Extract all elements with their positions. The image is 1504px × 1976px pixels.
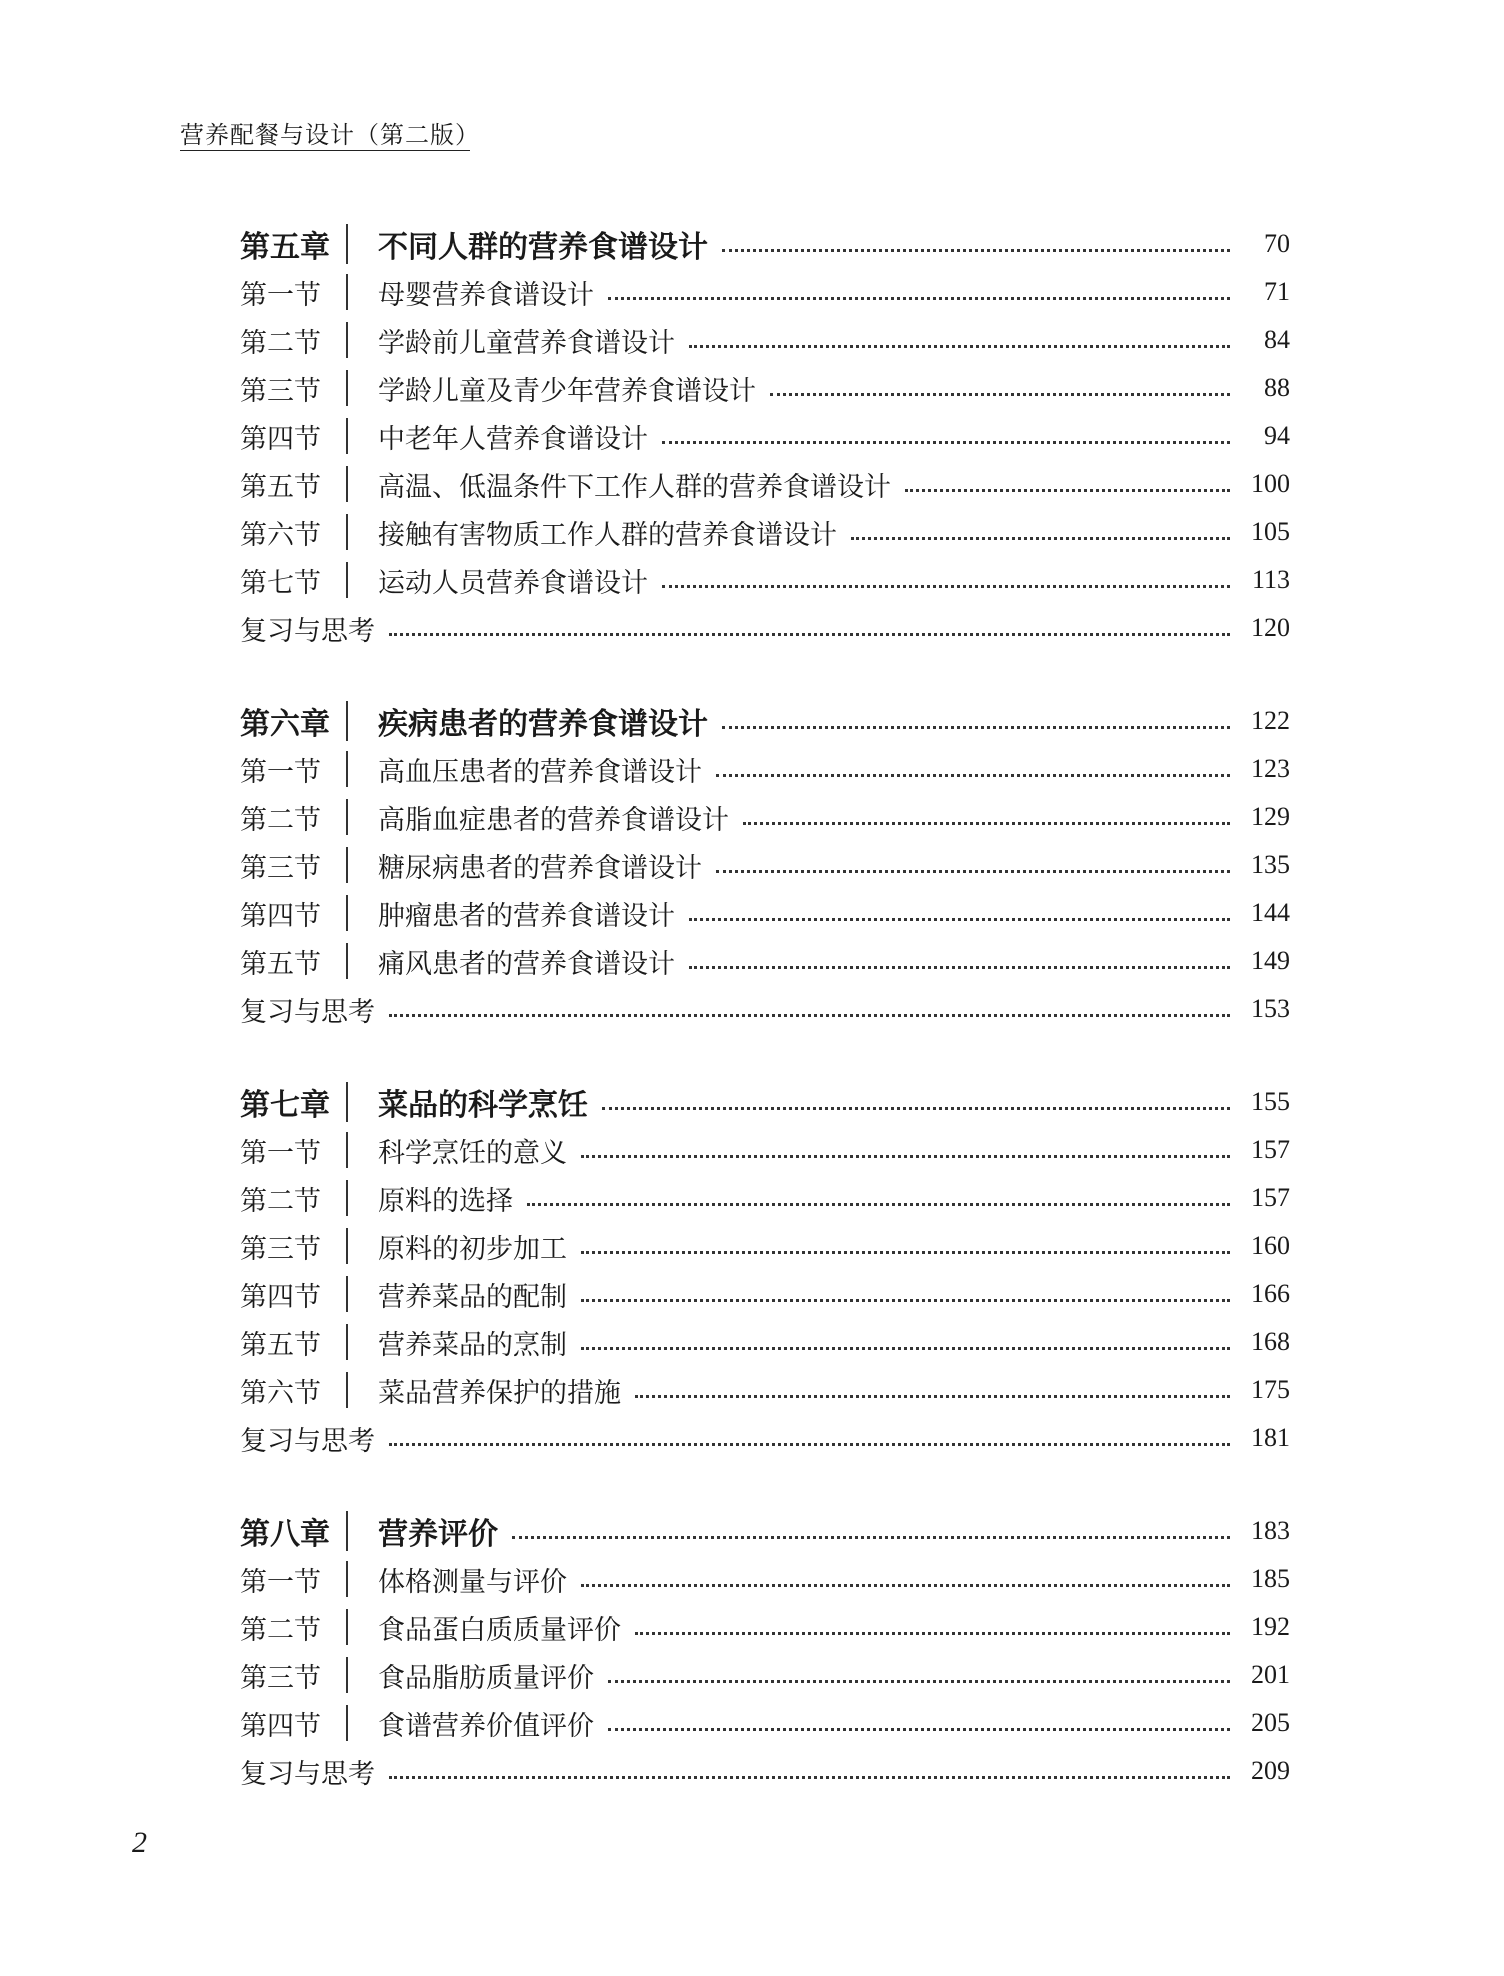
- toc-section-entry[interactable]: [240, 889, 1290, 937]
- toc-section-label: 第二节: [240, 804, 321, 836]
- toc-vertical-separator: [346, 466, 348, 502]
- toc-chapter-title: 营养评价: [378, 1517, 498, 1552]
- toc-vertical-separator: [346, 224, 348, 264]
- dot-leader: [602, 1107, 1230, 1110]
- toc-chapter-label: 第七章: [240, 1088, 330, 1123]
- toc-section-label: 第三节: [240, 375, 321, 407]
- toc-chapter-entry[interactable]: [240, 1078, 1290, 1126]
- toc-section-title: 高温、低温条件下工作人群的营养食谱设计: [378, 471, 891, 503]
- dot-leader: [905, 489, 1230, 492]
- toc-review-title: 复习与思考: [240, 996, 375, 1028]
- toc-section-title: 营养菜品的配制: [378, 1281, 567, 1313]
- toc-section-label: 第五节: [240, 1329, 321, 1361]
- toc-section-entry[interactable]: [240, 556, 1290, 604]
- toc-section-title: 学龄前儿童营养食谱设计: [378, 327, 675, 359]
- toc-section-title: 痛风患者的营养食谱设计: [378, 948, 675, 980]
- toc-vertical-separator: [346, 1705, 348, 1741]
- toc-page-number: 185: [1251, 1564, 1290, 1593]
- toc-vertical-separator: [346, 1276, 348, 1312]
- toc-page-number: 157: [1251, 1183, 1290, 1212]
- toc-section-title: 菜品营养保护的措施: [378, 1377, 621, 1409]
- toc-section-entry[interactable]: [240, 1126, 1290, 1174]
- toc-section-title: 营养菜品的烹制: [378, 1329, 567, 1361]
- toc-chapter-title: 菜品的科学烹饪: [378, 1088, 588, 1123]
- dot-leader: [389, 1776, 1230, 1779]
- toc-section-label: 第六节: [240, 1377, 321, 1409]
- toc-section-title: 中老年人营养食谱设计: [378, 423, 648, 455]
- dot-leader: [722, 249, 1230, 252]
- dot-leader: [581, 1347, 1230, 1350]
- toc-section-title: 运动人员营养食谱设计: [378, 567, 648, 599]
- running-head-rule: [180, 150, 470, 151]
- toc-section-label: 第一节: [240, 1137, 321, 1169]
- toc-section-entry[interactable]: [240, 841, 1290, 889]
- toc-section-entry[interactable]: [240, 364, 1290, 412]
- dot-leader: [722, 726, 1230, 729]
- toc-vertical-separator: [346, 943, 348, 979]
- toc-section-title: 高血压患者的营养食谱设计: [378, 756, 702, 788]
- toc-vertical-separator: [346, 751, 348, 787]
- toc-section-title: 肿瘤患者的营养食谱设计: [378, 900, 675, 932]
- toc-vertical-separator: [346, 1657, 348, 1693]
- toc-page-number: 113: [1251, 565, 1290, 594]
- toc-page-number: 209: [1251, 1756, 1290, 1785]
- toc-section-entry[interactable]: [240, 316, 1290, 364]
- toc-section-title: 食谱营养价值评价: [378, 1710, 594, 1742]
- toc-section-label: 第三节: [240, 1233, 321, 1265]
- toc-page-number: 160: [1251, 1231, 1290, 1260]
- toc-vertical-separator: [346, 418, 348, 454]
- toc-section-title: 母婴营养食谱设计: [378, 279, 594, 311]
- toc-chapter-entry[interactable]: [240, 697, 1290, 745]
- dot-leader: [389, 633, 1230, 636]
- toc-section-label: 第四节: [240, 1710, 321, 1742]
- toc-section-label: 第二节: [240, 327, 321, 359]
- dot-leader: [635, 1632, 1230, 1635]
- toc-vertical-separator: [346, 1511, 348, 1551]
- toc-chapter-label: 第八章: [240, 1517, 330, 1552]
- toc-review-entry[interactable]: [240, 985, 1290, 1033]
- toc-section-entry[interactable]: [240, 1555, 1290, 1603]
- toc-review-entry[interactable]: [240, 1747, 1290, 1795]
- toc-vertical-separator: [346, 1082, 348, 1122]
- toc-section-entry[interactable]: [240, 1699, 1290, 1747]
- chapter-block: [240, 1078, 1290, 1462]
- dot-leader: [608, 297, 1230, 300]
- toc-vertical-separator: [346, 322, 348, 358]
- toc-page-number: 168: [1251, 1327, 1290, 1356]
- dot-leader: [389, 1443, 1230, 1446]
- toc-section-label: 第二节: [240, 1185, 321, 1217]
- toc-section-label: 第三节: [240, 1662, 321, 1694]
- toc-review-title: 复习与思考: [240, 1425, 375, 1457]
- toc-page-number: 94: [1264, 421, 1290, 450]
- dot-leader: [689, 918, 1230, 921]
- toc-section-label: 第一节: [240, 756, 321, 788]
- toc-page-number: 88: [1264, 373, 1290, 402]
- toc-vertical-separator: [346, 1228, 348, 1264]
- dot-leader: [581, 1584, 1230, 1587]
- dot-leader: [716, 774, 1230, 777]
- toc-section-label: 第二节: [240, 1614, 321, 1646]
- toc-section-label: 第三节: [240, 852, 321, 884]
- chapter-block: [240, 1507, 1290, 1795]
- toc-page-number: 181: [1251, 1423, 1290, 1452]
- toc-page-number: 123: [1251, 754, 1290, 783]
- toc-chapter-title: 不同人群的营养食谱设计: [378, 230, 708, 265]
- toc-review-title: 复习与思考: [240, 615, 375, 647]
- toc-review-title: 复习与思考: [240, 1758, 375, 1790]
- toc-section-label: 第五节: [240, 471, 321, 503]
- table-of-contents: [240, 220, 1290, 1840]
- toc-section-entry[interactable]: [240, 745, 1290, 793]
- toc-vertical-separator: [346, 1609, 348, 1645]
- running-head: 营养配餐与设计（第二版）: [180, 121, 480, 149]
- toc-vertical-separator: [346, 514, 348, 550]
- toc-page-number: 201: [1251, 1660, 1290, 1689]
- toc-vertical-separator: [346, 701, 348, 741]
- toc-section-entry[interactable]: [240, 1270, 1290, 1318]
- toc-page-number: 120: [1251, 613, 1290, 642]
- dot-leader: [689, 345, 1230, 348]
- toc-section-title: 科学烹饪的意义: [378, 1137, 567, 1169]
- toc-section-entry[interactable]: [240, 1366, 1290, 1414]
- toc-section-title: 食品蛋白质质量评价: [378, 1614, 621, 1646]
- toc-section-label: 第七节: [240, 567, 321, 599]
- toc-section-title: 学龄儿童及青少年营养食谱设计: [378, 375, 756, 407]
- toc-vertical-separator: [346, 1561, 348, 1597]
- dot-leader: [608, 1728, 1230, 1731]
- dot-leader: [716, 870, 1230, 873]
- page-number: 2: [132, 1826, 147, 1859]
- toc-page-number: 100: [1251, 469, 1290, 498]
- toc-page-number: 205: [1251, 1708, 1290, 1737]
- dot-leader: [581, 1299, 1230, 1302]
- toc-page-number: 153: [1251, 994, 1290, 1023]
- toc-page-number: 183: [1251, 1516, 1290, 1545]
- dot-leader: [662, 441, 1230, 444]
- toc-section-entry[interactable]: [240, 793, 1290, 841]
- toc-section-entry[interactable]: [240, 937, 1290, 985]
- toc-section-label: 第四节: [240, 423, 321, 455]
- dot-leader: [635, 1395, 1230, 1398]
- toc-section-entry[interactable]: [240, 1651, 1290, 1699]
- toc-page-number: 192: [1251, 1612, 1290, 1641]
- toc-page-number: 122: [1251, 706, 1290, 735]
- toc-section-entry[interactable]: [240, 268, 1290, 316]
- dot-leader: [851, 537, 1230, 540]
- toc-vertical-separator: [346, 1324, 348, 1360]
- dot-leader: [527, 1203, 1230, 1206]
- toc-page-number: 71: [1264, 277, 1290, 306]
- toc-section-label: 第五节: [240, 948, 321, 980]
- toc-review-entry[interactable]: [240, 604, 1290, 652]
- dot-leader: [608, 1680, 1230, 1683]
- toc-vertical-separator: [346, 370, 348, 406]
- dot-leader: [581, 1155, 1230, 1158]
- toc-section-entry[interactable]: [240, 412, 1290, 460]
- toc-section-title: 糖尿病患者的营养食谱设计: [378, 852, 702, 884]
- toc-page-number: 129: [1251, 802, 1290, 831]
- toc-chapter-entry[interactable]: [240, 1507, 1290, 1555]
- dot-leader: [581, 1251, 1230, 1254]
- toc-vertical-separator: [346, 895, 348, 931]
- toc-section-label: 第六节: [240, 519, 321, 551]
- toc-section-title: 原料的选择: [378, 1185, 513, 1217]
- toc-page-number: 70: [1264, 229, 1290, 258]
- dot-leader: [389, 1014, 1230, 1017]
- toc-vertical-separator: [346, 1132, 348, 1168]
- toc-section-entry[interactable]: [240, 1603, 1290, 1651]
- toc-section-label: 第一节: [240, 279, 321, 311]
- toc-section-label: 第四节: [240, 1281, 321, 1313]
- toc-chapter-title: 疾病患者的营养食谱设计: [378, 707, 708, 742]
- toc-page-number: 155: [1251, 1087, 1290, 1116]
- toc-section-title: 高脂血症患者的营养食谱设计: [378, 804, 729, 836]
- toc-page-number: 157: [1251, 1135, 1290, 1164]
- toc-chapter-label: 第六章: [240, 707, 330, 742]
- toc-chapter-entry[interactable]: [240, 220, 1290, 268]
- toc-review-entry[interactable]: [240, 1414, 1290, 1462]
- toc-section-label: 第一节: [240, 1566, 321, 1598]
- toc-page-number: 149: [1251, 946, 1290, 975]
- toc-page-number: 144: [1251, 898, 1290, 927]
- toc-section-entry[interactable]: [240, 1222, 1290, 1270]
- chapter-block: [240, 220, 1290, 652]
- dot-leader: [662, 585, 1230, 588]
- dot-leader: [743, 822, 1230, 825]
- dot-leader: [770, 393, 1230, 396]
- toc-chapter-label: 第五章: [240, 230, 330, 265]
- toc-page-number: 175: [1251, 1375, 1290, 1404]
- toc-section-title: 原料的初步加工: [378, 1233, 567, 1265]
- toc-page-number: 84: [1264, 325, 1290, 354]
- toc-vertical-separator: [346, 1372, 348, 1408]
- toc-vertical-separator: [346, 274, 348, 310]
- toc-section-title: 体格测量与评价: [378, 1566, 567, 1598]
- toc-section-entry[interactable]: [240, 460, 1290, 508]
- toc-section-title: 接触有害物质工作人群的营养食谱设计: [378, 519, 837, 551]
- toc-section-entry[interactable]: [240, 508, 1290, 556]
- dot-leader: [689, 966, 1230, 969]
- toc-vertical-separator: [346, 562, 348, 598]
- dot-leader: [512, 1536, 1230, 1539]
- chapter-block: [240, 697, 1290, 1033]
- toc-vertical-separator: [346, 1180, 348, 1216]
- toc-section-label: 第四节: [240, 900, 321, 932]
- toc-vertical-separator: [346, 847, 348, 883]
- toc-section-entry[interactable]: [240, 1318, 1290, 1366]
- toc-section-title: 食品脂肪质量评价: [378, 1662, 594, 1694]
- toc-vertical-separator: [346, 799, 348, 835]
- toc-page-number: 135: [1251, 850, 1290, 879]
- toc-section-entry[interactable]: [240, 1174, 1290, 1222]
- toc-page-number: 105: [1251, 517, 1290, 546]
- toc-page-number: 166: [1251, 1279, 1290, 1308]
